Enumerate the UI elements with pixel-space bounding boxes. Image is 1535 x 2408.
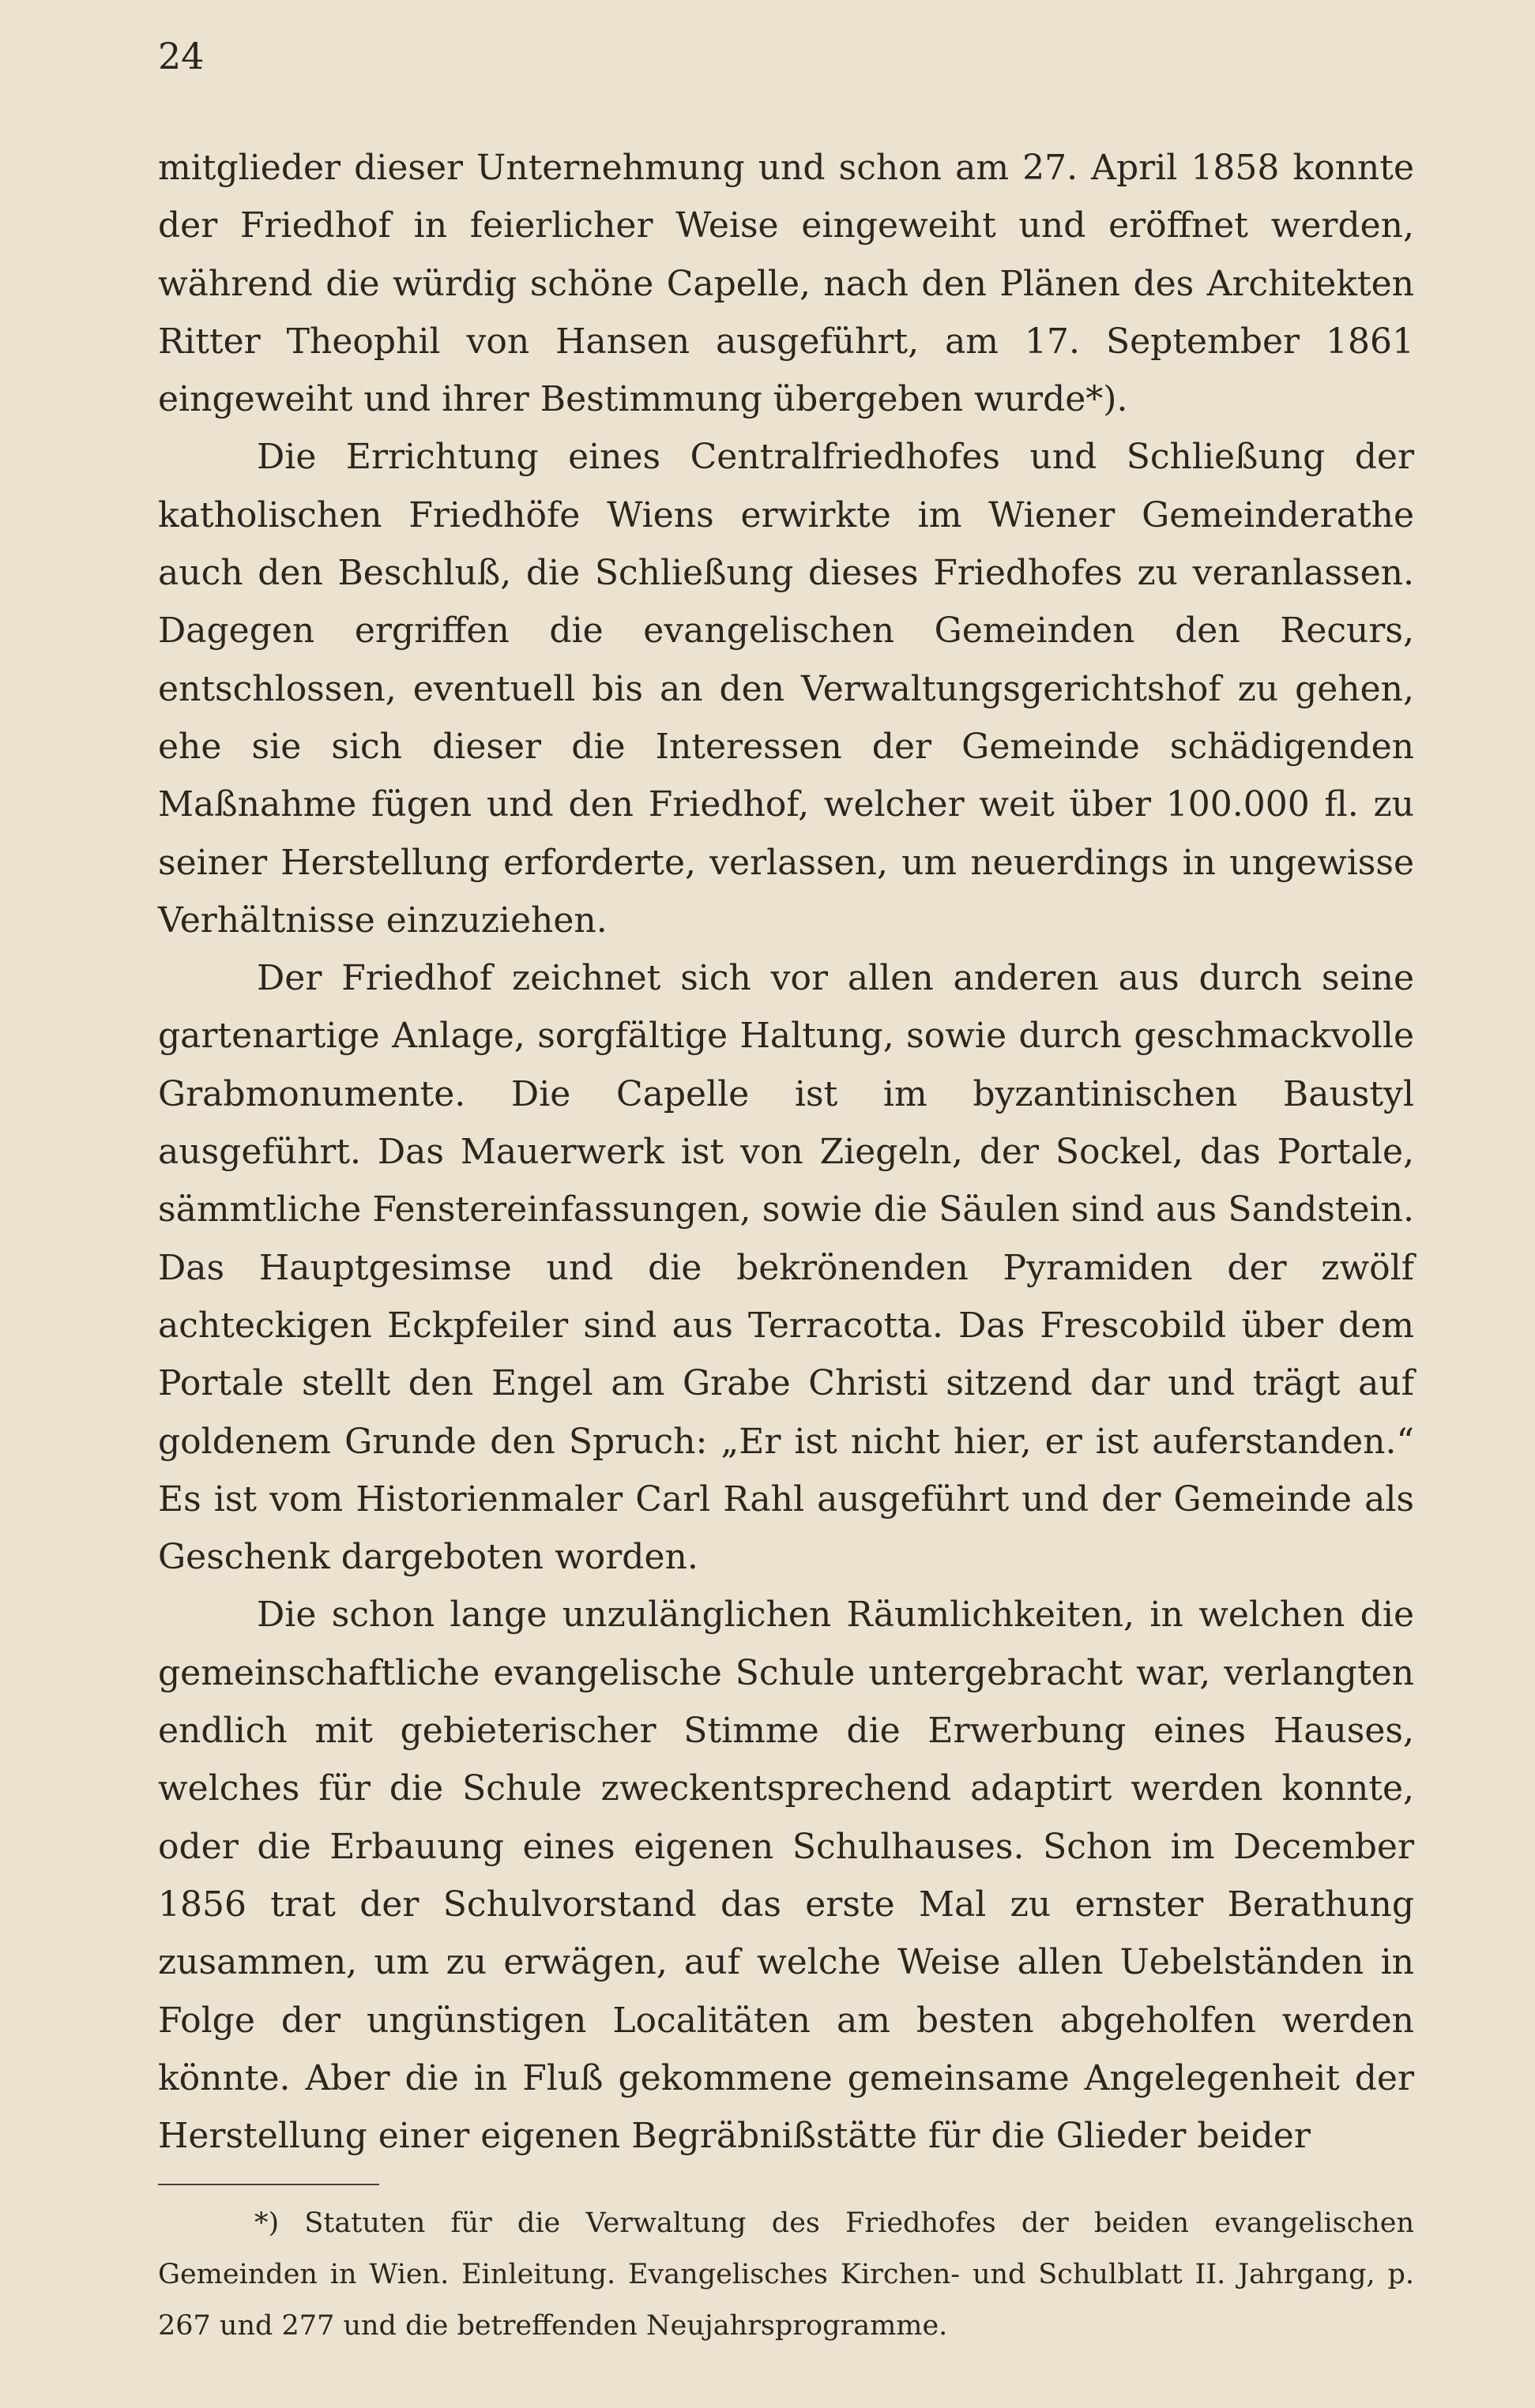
page-number: 24: [158, 35, 205, 77]
paragraph-continuation: mitglieder dieser Unternehmung und schon am 27. April 1858 konnte der Friedhof in feierlicher Weise eingeweiht und eröffnet werden, während die würdig schöne Capelle, nach den Plänen des Architekten Ritter Theophil von Hansen ausgeführt, am 17. September 1861 eingeweiht und ihrer Bestimmung übergeben wurde*).: [158, 148, 1414, 420]
body-text: [158, 139, 1414, 2165]
paragraph-cemetery-description: Der Friedhof zeichnet sich vor allen anderen aus durch seine gartenartige Anlage, sorgfältige Haltung, sowie durch geschmackvolle Grabmonumente. Die Capelle ist im byzantinischen Baustyl ausgeführt. Das Mauerwerk ist von Ziegeln, der Sockel, das Portale, sämmtliche Fenstereinfassungen, sowie die Säulen sind aus Sandstein. Das Hauptgesimse und die bekrönenden Pyramiden der zwölf achteckigen Eckpfeiler sind aus Terracotta. Das Frescobild über dem Portale stellt den Engel am Grabe Christi sitzend dar und trägt auf goldenem Grunde den Spruch: „Er ist nicht hier, er ist auferstanden.“ Es ist vom Historienmaler Carl Rahl ausgeführt und der Gemeinde als Geschenk dargeboten worden.: [158, 958, 1414, 1578]
paragraph-central-cemetery: Die Errichtung eines Centralfriedhofes und Schließung der katholischen Friedhöfe Wiens erwirkte im Wiener Gemeinderathe auch den Beschluß, die Schließung dieses Friedhofes zu veranlassen. Dagegen ergriffen die evangelischen Gemeinden den Recurs, entschlossen, eventuell bis an den Verwaltungsgerichtshof zu gehen, ehe sie sich dieser die Interessen der Gemeinde schädigenden Maßnahme fügen und den Friedhof, welcher weit über 100.000 fl. zu seiner Herstellung erforderte, verlassen, um neuerdings in ungewisse Verhältnisse einzuziehen.: [158, 437, 1414, 941]
footnote: *) Statuten für die Verwaltung des Friedhofes der beiden evangelischen Gemeinden in Wien. Einleitung. Evangelisches Kirchen- und Schulblatt II. Jahrgang, p. 267 und 277 und die betreffenden Neujahrsprogramme.: [158, 2207, 1414, 2342]
footnote-rule: [158, 2184, 379, 2185]
paragraph-school-house: Die schon lange unzulänglichen Räumlichkeiten, in welchen die gemeinschaftliche evangelische Schule untergebracht war, verlangten endlich mit gebieterischer Stimme die Erwerbung eines Hauses, welches für die Schule zweckentsprechend adaptirt werden konnte, oder die Erbauung eines eigenen Schulhauses. Schon im December 1856 trat der Schulvorstand das erste Mal zu ernster Berathung zusammen, um zu erwägen, auf welche Weise allen Uebelständen in Folge der ungünstigen Localitäten am besten abgeholfen werden könnte. Aber die in Fluß gekommene gemeinsame Angelegenheit der Herstellung einer eigenen Begräbnißstätte für die Glieder beider: [158, 1595, 1414, 2157]
